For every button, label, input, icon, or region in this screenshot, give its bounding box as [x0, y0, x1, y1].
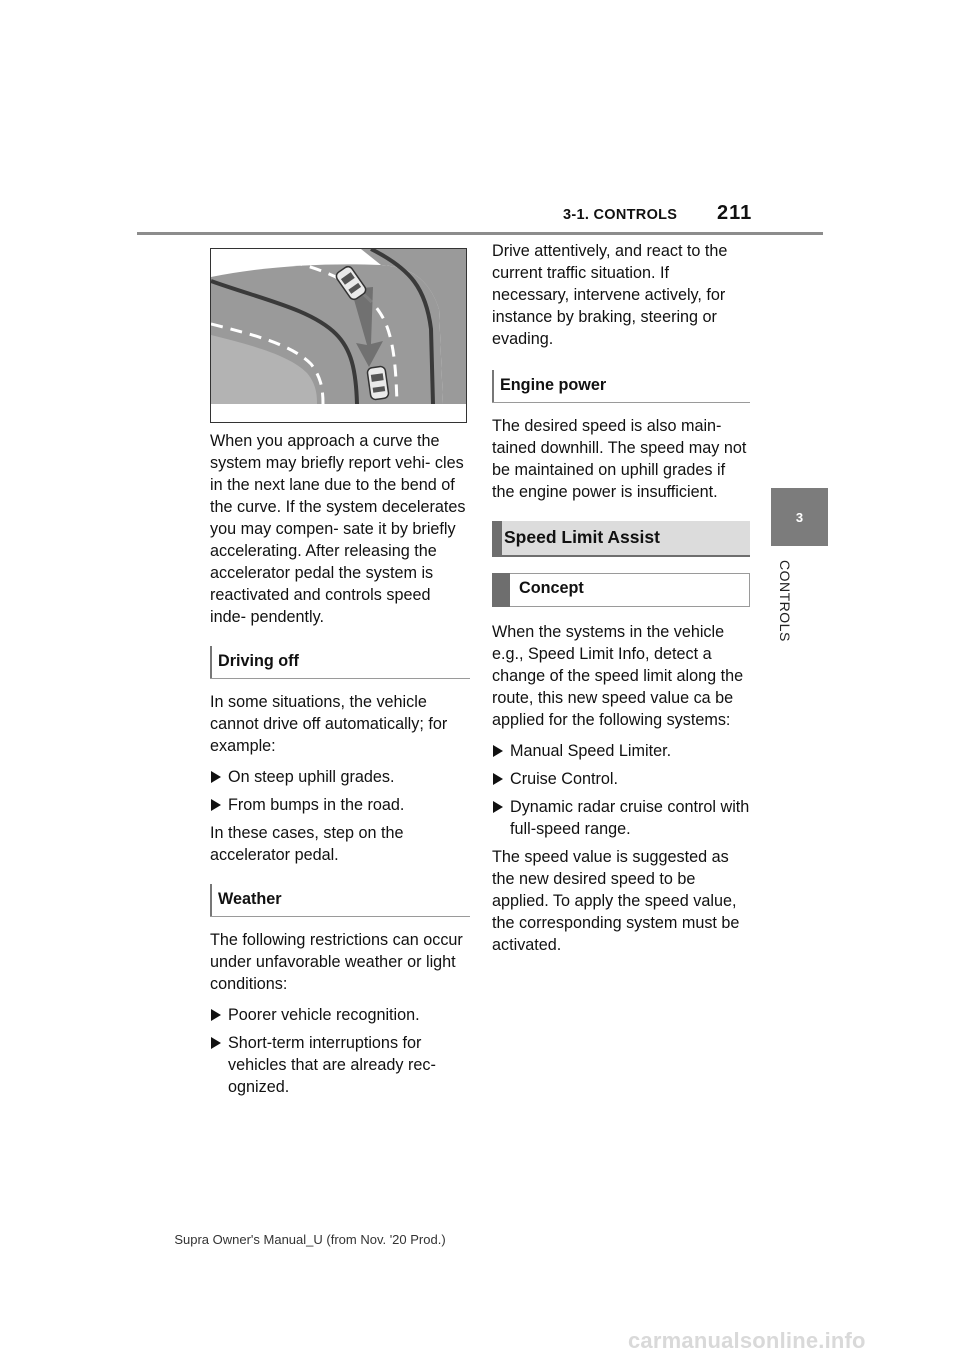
subheading-concept-text: Concept [519, 579, 584, 597]
subheading-engine-power [492, 370, 750, 403]
bullet-uphill: On steep uphill grades. [210, 766, 470, 788]
subheading-driving-off-text: Driving off [218, 652, 299, 670]
chapter-number: 3 [795, 510, 804, 525]
section-title: 3-1. CONTROLS [563, 207, 678, 223]
paragraph-driving-off: In some situations, the vehicle cannot drive off automatically; for example: [210, 693, 448, 755]
paragraph-accelerator: In these cases, step on the accelerator pedal. [210, 824, 404, 864]
left-column [210, 248, 470, 1104]
subheading-weather-text: Weather [218, 890, 282, 908]
paragraph-engine-power: The desired speed is also main- tained downhill. The speed may not be maintained on uphill grades if the engine power is insufficient. [492, 417, 747, 501]
bullet-interruptions: Short-term interruptions for vehicles that are already rec- ognized. [210, 1032, 470, 1098]
chapter-tab [771, 488, 828, 546]
bullet-recognition: Poorer vehicle recognition. [210, 1004, 470, 1026]
paragraph-curve: When you approach a curve the system may briefly report vehi- cles in the next lane due to the bend of the curve. If the system decelerates you may compen- sate it by briefly accelerating. After releasing the accelerator pedal the system is reactivated and controls speed inde- pendently. [210, 432, 466, 626]
footer-text: Supra Owner's Manual_U (from Nov. '20 Prod.) [174, 1232, 446, 1247]
paragraph-concept: When the systems in the vehicle e.g., Speed Limit Info, detect a change of the speed limit along the route, this new speed value ca be applied for the following systems: [492, 623, 744, 729]
bullet-dynamic-radar: Dynamic radar cruise control with full-speed range. [492, 796, 750, 840]
page-number: 211 [717, 202, 753, 224]
curve-illustration [210, 248, 467, 423]
paragraph-speed-value: The speed value is suggested as the new desired speed to be applied. To apply the speed value, the corresponding system must be activated. [492, 848, 740, 954]
subheading-driving-off [210, 646, 470, 679]
bullet-cruise-control: Cruise Control. [492, 768, 750, 790]
subheading-weather [210, 884, 470, 917]
right-column [492, 240, 750, 965]
curve-diagram-icon [211, 249, 466, 422]
header-rule [137, 232, 823, 235]
chapter-label-text: CONTROLS [777, 560, 793, 642]
chapter-label [771, 560, 799, 660]
bullet-manual-speed-limiter: Manual Speed Limiter. [492, 740, 750, 762]
section-speed-limit-assist [492, 521, 750, 555]
section-speed-limit-assist-text: Speed Limit Assist [504, 527, 660, 547]
paragraph-drive-attentively: Drive attentively, and react to the current traffic situation. If necessary, intervene actively, for instance by braking, steering or evading. [492, 242, 728, 348]
paragraph-weather: The following restrictions can occur under unfavorable weather or light conditions: [210, 931, 463, 993]
subheading-concept [492, 573, 750, 607]
watermark: carmanualsonline.info [628, 1328, 866, 1353]
subheading-engine-power-text: Engine power [500, 376, 607, 394]
bullet-bumps: From bumps in the road. [210, 794, 470, 816]
